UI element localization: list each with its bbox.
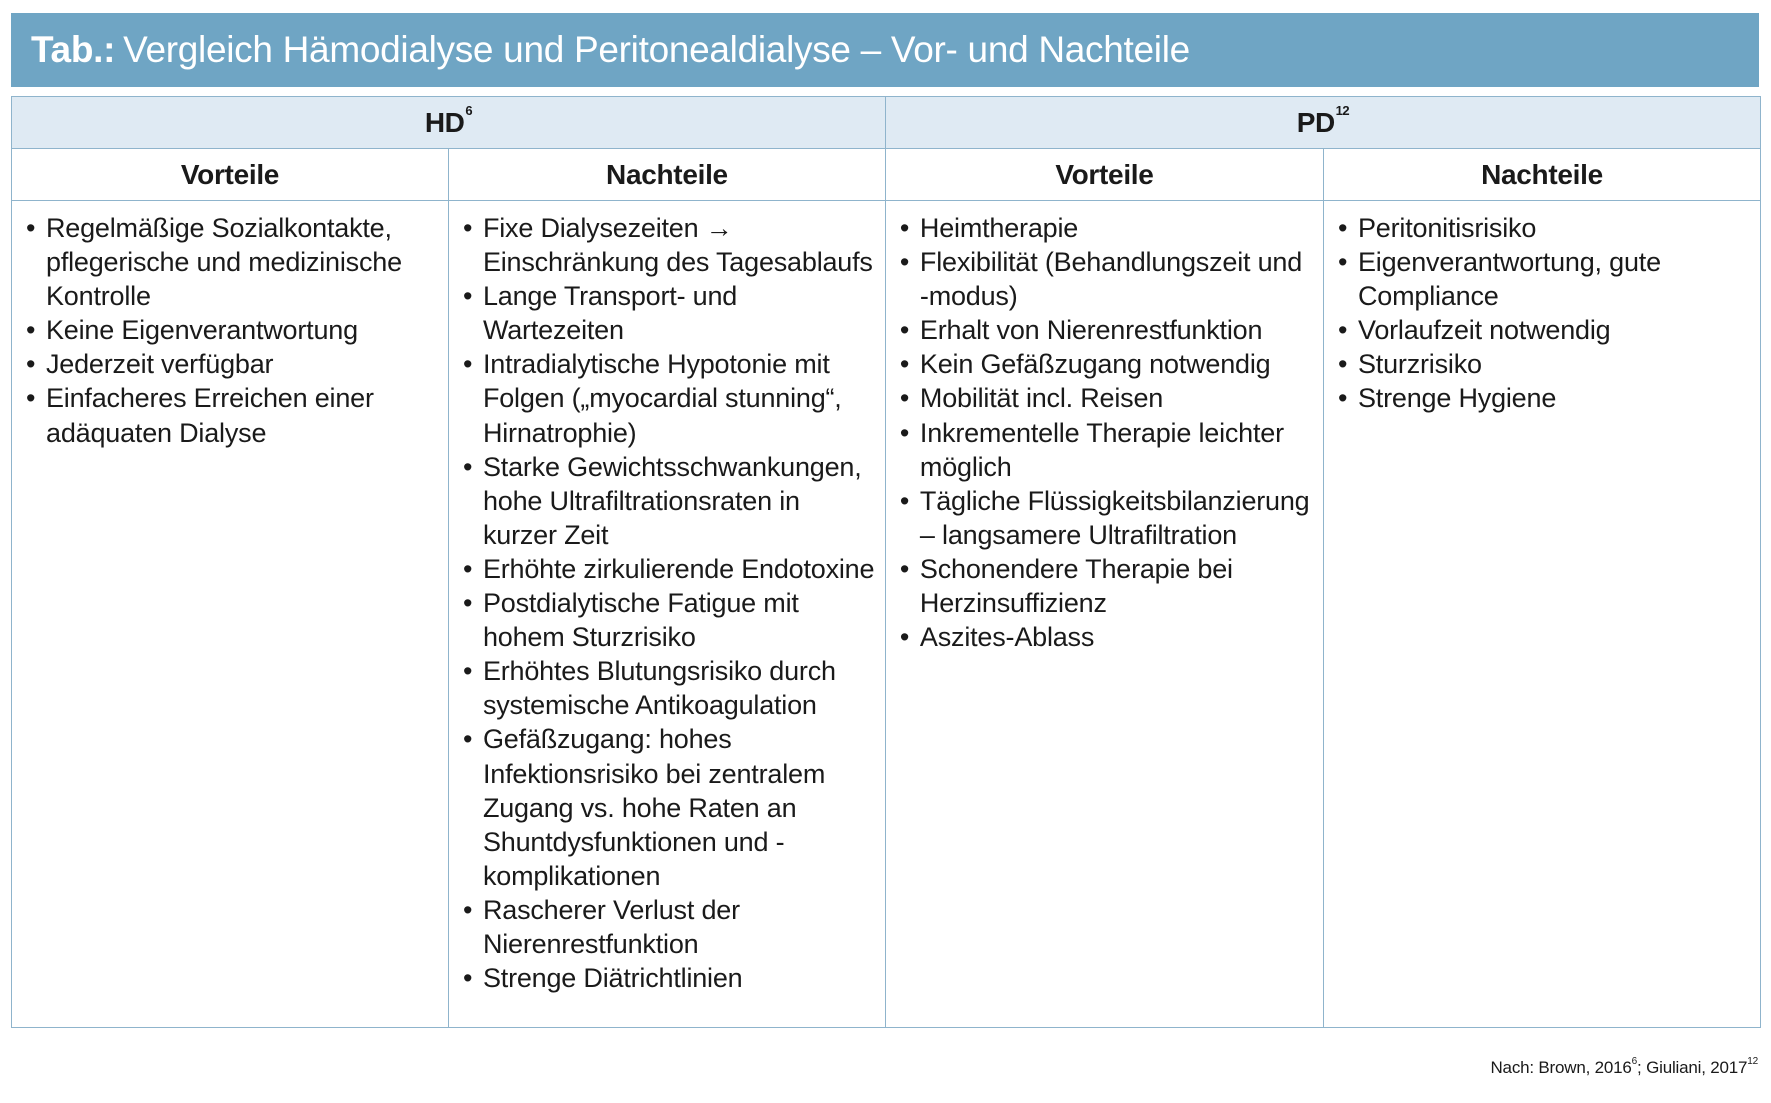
comparison-table (11, 96, 1761, 1028)
source-prefix: Nach: Brown, 2016 (1490, 1058, 1632, 1077)
content-row (12, 201, 1761, 1028)
list-item: • Peritonitisrisiko (1338, 211, 1752, 245)
list-item: • Rascherer Verlust der Nierenrestfunktion (463, 893, 877, 961)
list-item: • Aszites-Ablass (900, 620, 1315, 654)
column-header-row (12, 149, 1761, 201)
list-item: • Einfacheres Erreichen einer adäquaten Dialyse (26, 381, 440, 449)
bullet-list (463, 211, 877, 995)
list-item: • Postdialytische Fatigue mit hohem Sturzrisiko (463, 586, 877, 654)
group-header-hd (12, 97, 886, 149)
group-header-pd (885, 97, 1760, 149)
source-middle: ; Giuliani, 2017 (1637, 1058, 1748, 1077)
list-item: • Strenge Diätrichtlinien (463, 961, 877, 995)
cell-hd-nachteile (448, 201, 885, 1028)
list-item: • Tägliche Flüssigkeitsbilanzierung – langsamere Ultrafiltration (900, 484, 1315, 552)
list-item: • Erhöhte zirkulierende Endotoxine (463, 552, 877, 586)
list-item: • Strenge Hygiene (1338, 381, 1752, 415)
list-item: • Jederzeit verfügbar (26, 347, 440, 381)
group-name: HD (424, 106, 465, 138)
column-header-hd-nachteile: Nachteile (448, 149, 885, 201)
cell-pd-nachteile (1324, 201, 1761, 1028)
list-item: • Heimtherapie (900, 211, 1315, 245)
column-header-hd-vorteile: Vorteile (12, 149, 449, 201)
list-item: • Sturzrisiko (1338, 347, 1752, 381)
bullet-list (900, 211, 1315, 654)
group-name: PD (1296, 106, 1335, 138)
table-title-bar (11, 13, 1759, 87)
group-header-row (12, 97, 1761, 149)
list-item: • Fixe Dialysezeiten → Einschränkung des Tagesablaufs (463, 211, 877, 279)
list-item: • Vorlaufzeit notwendig (1338, 313, 1752, 347)
list-item: • Eigenverantwortung, gute Compliance (1338, 245, 1752, 313)
list-item: • Kein Gefäßzugang notwendig (900, 347, 1315, 381)
list-item: • Intradialytische Hypotonie mit Folgen („myocardial stunning“, Hirnatrophie) (463, 347, 877, 449)
source-citation (1490, 1058, 1758, 1078)
table-title: Vergleich Hämodialyse und Peritonealdialyse – Vor- und Nachteile (123, 29, 1190, 70)
list-item: • Lange Transport- und Wartezeiten (463, 279, 877, 347)
list-item: • Mobilität incl. Reisen (900, 381, 1315, 415)
list-item: • Keine Eigenverantwortung (26, 313, 440, 347)
list-item: • Gefäßzugang: hohes Infektionsrisiko bei zentralem Zugang vs. hohe Raten an Shuntdysfunktionen und -komplikationen (463, 722, 877, 892)
list-item: • Erhöhtes Blutungsrisiko durch systemische Antikoagulation (463, 654, 877, 722)
column-header-pd-nachteile: Nachteile (1324, 149, 1761, 201)
cell-hd-vorteile (12, 201, 449, 1028)
group-reference: 12 (1335, 102, 1350, 118)
source-reference-1: 6 (1631, 1056, 1638, 1067)
cell-pd-vorteile (885, 201, 1323, 1028)
column-header-pd-vorteile: Vorteile (885, 149, 1323, 201)
list-item: • Erhalt von Nierenrestfunktion (900, 313, 1315, 347)
list-item: • Flexibilität (Behandlungszeit und -modus) (900, 245, 1315, 313)
source-reference-2: 12 (1747, 1056, 1758, 1067)
group-reference: 6 (465, 102, 473, 118)
bullet-list (26, 211, 440, 450)
list-item: • Regelmäßige Sozialkontakte, pflegerische und medizinische Kontrolle (26, 211, 440, 313)
bullet-list (1338, 211, 1752, 416)
list-item: • Schonendere Therapie bei Herzinsuffizienz (900, 552, 1315, 620)
table-label: Tab.: (31, 29, 116, 70)
list-item: • Starke Gewichtsschwankungen, hohe Ultrafiltrationsraten in kurzer Zeit (463, 450, 877, 552)
list-item: • Inkrementelle Therapie leichter möglich (900, 416, 1315, 484)
